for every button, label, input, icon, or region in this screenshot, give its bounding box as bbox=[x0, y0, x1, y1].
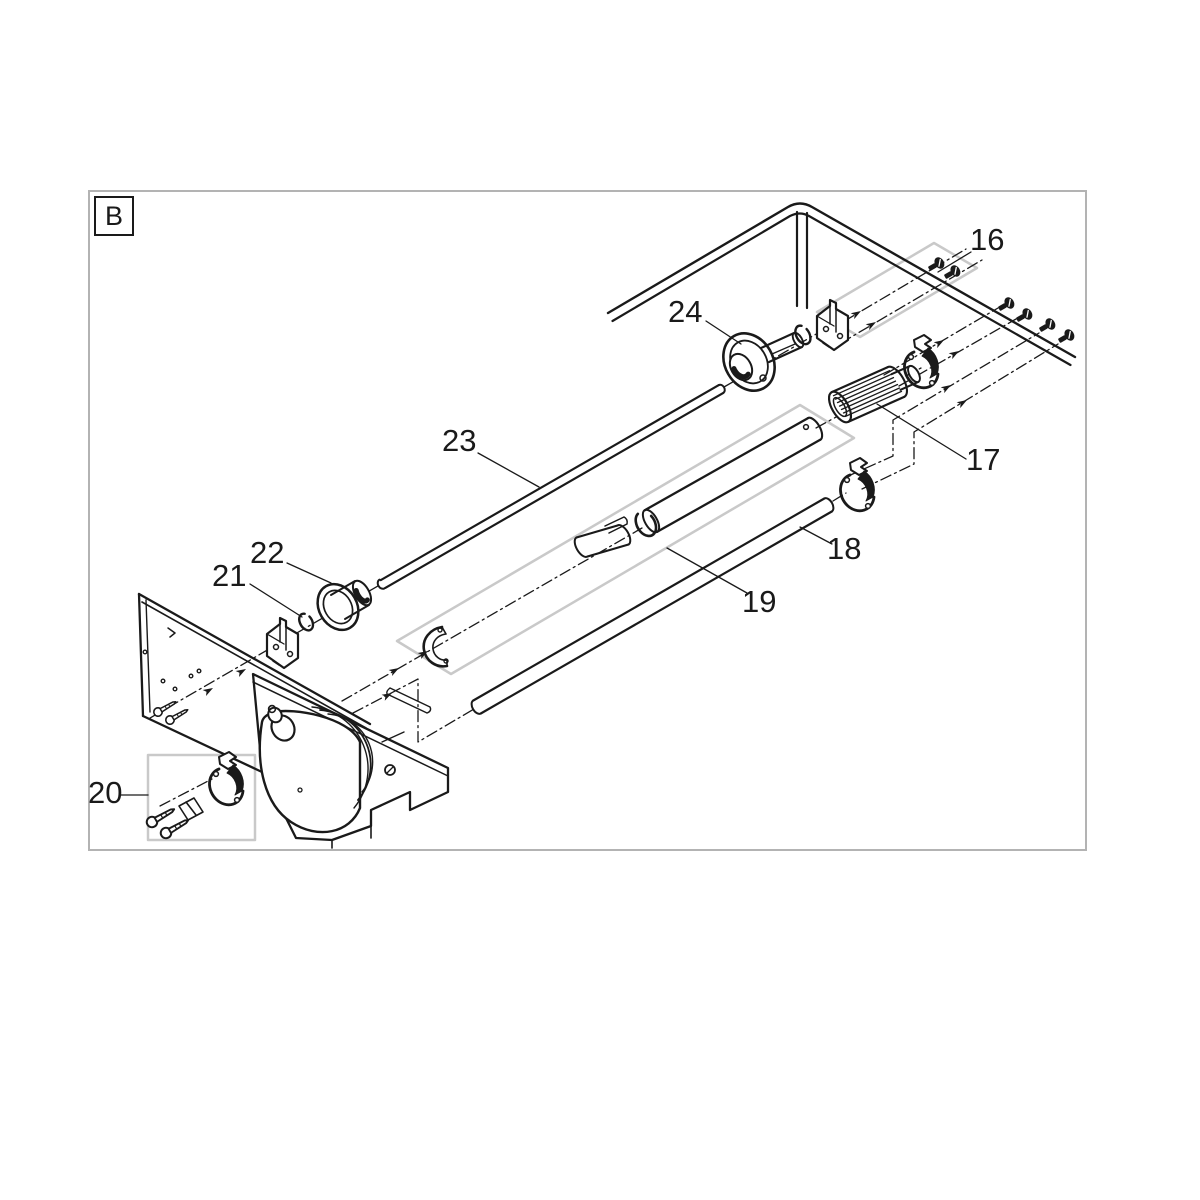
screw bbox=[1037, 317, 1057, 336]
bracket bbox=[267, 618, 298, 668]
clamp-saddle-plate bbox=[179, 798, 203, 820]
leader-21 bbox=[250, 584, 302, 617]
rod-23 bbox=[376, 383, 726, 590]
screw bbox=[159, 816, 191, 841]
leader-19 bbox=[667, 548, 747, 593]
panel-hole bbox=[161, 679, 165, 683]
view-label: B bbox=[104, 200, 123, 231]
tube-18 bbox=[469, 496, 835, 715]
part-label-18: 18 bbox=[827, 531, 862, 566]
flange-bushing-22 bbox=[310, 577, 375, 638]
leader-23 bbox=[478, 453, 539, 487]
ribbed-adapter-17 bbox=[825, 363, 923, 425]
axis-clamp18-a bbox=[846, 333, 1039, 477]
tube-hole bbox=[804, 425, 809, 430]
part-label-24: 24 bbox=[668, 294, 703, 329]
motor-assembly bbox=[253, 674, 448, 848]
screw bbox=[1014, 307, 1034, 326]
panel-hole bbox=[189, 674, 193, 678]
screw bbox=[145, 805, 177, 830]
part-label-16: 16 bbox=[970, 222, 1005, 257]
screw bbox=[996, 296, 1016, 315]
screw bbox=[1056, 328, 1076, 347]
part-label-23: 23 bbox=[442, 423, 477, 458]
panel-hole bbox=[197, 669, 201, 673]
leader-24 bbox=[706, 321, 741, 344]
retaining-clip bbox=[296, 611, 315, 633]
bracket bbox=[817, 300, 848, 350]
panel-tab-mark bbox=[168, 628, 175, 637]
clamp bbox=[904, 335, 938, 388]
part-label-22: 22 bbox=[250, 535, 285, 570]
panel-hole bbox=[143, 650, 147, 654]
panel-hole bbox=[173, 687, 177, 691]
part-label-21: 21 bbox=[212, 558, 247, 593]
part-label-19: 19 bbox=[742, 584, 777, 619]
axis-clamp18-b bbox=[862, 344, 1058, 489]
leader-22 bbox=[287, 563, 331, 583]
part-label-20: 20 bbox=[88, 775, 123, 810]
tube-19 bbox=[640, 415, 826, 535]
part-label-17: 17 bbox=[966, 442, 1001, 477]
axis-arrows bbox=[203, 308, 969, 701]
screw bbox=[164, 706, 190, 726]
view-label-box bbox=[94, 196, 134, 236]
leader-17 bbox=[877, 404, 966, 459]
